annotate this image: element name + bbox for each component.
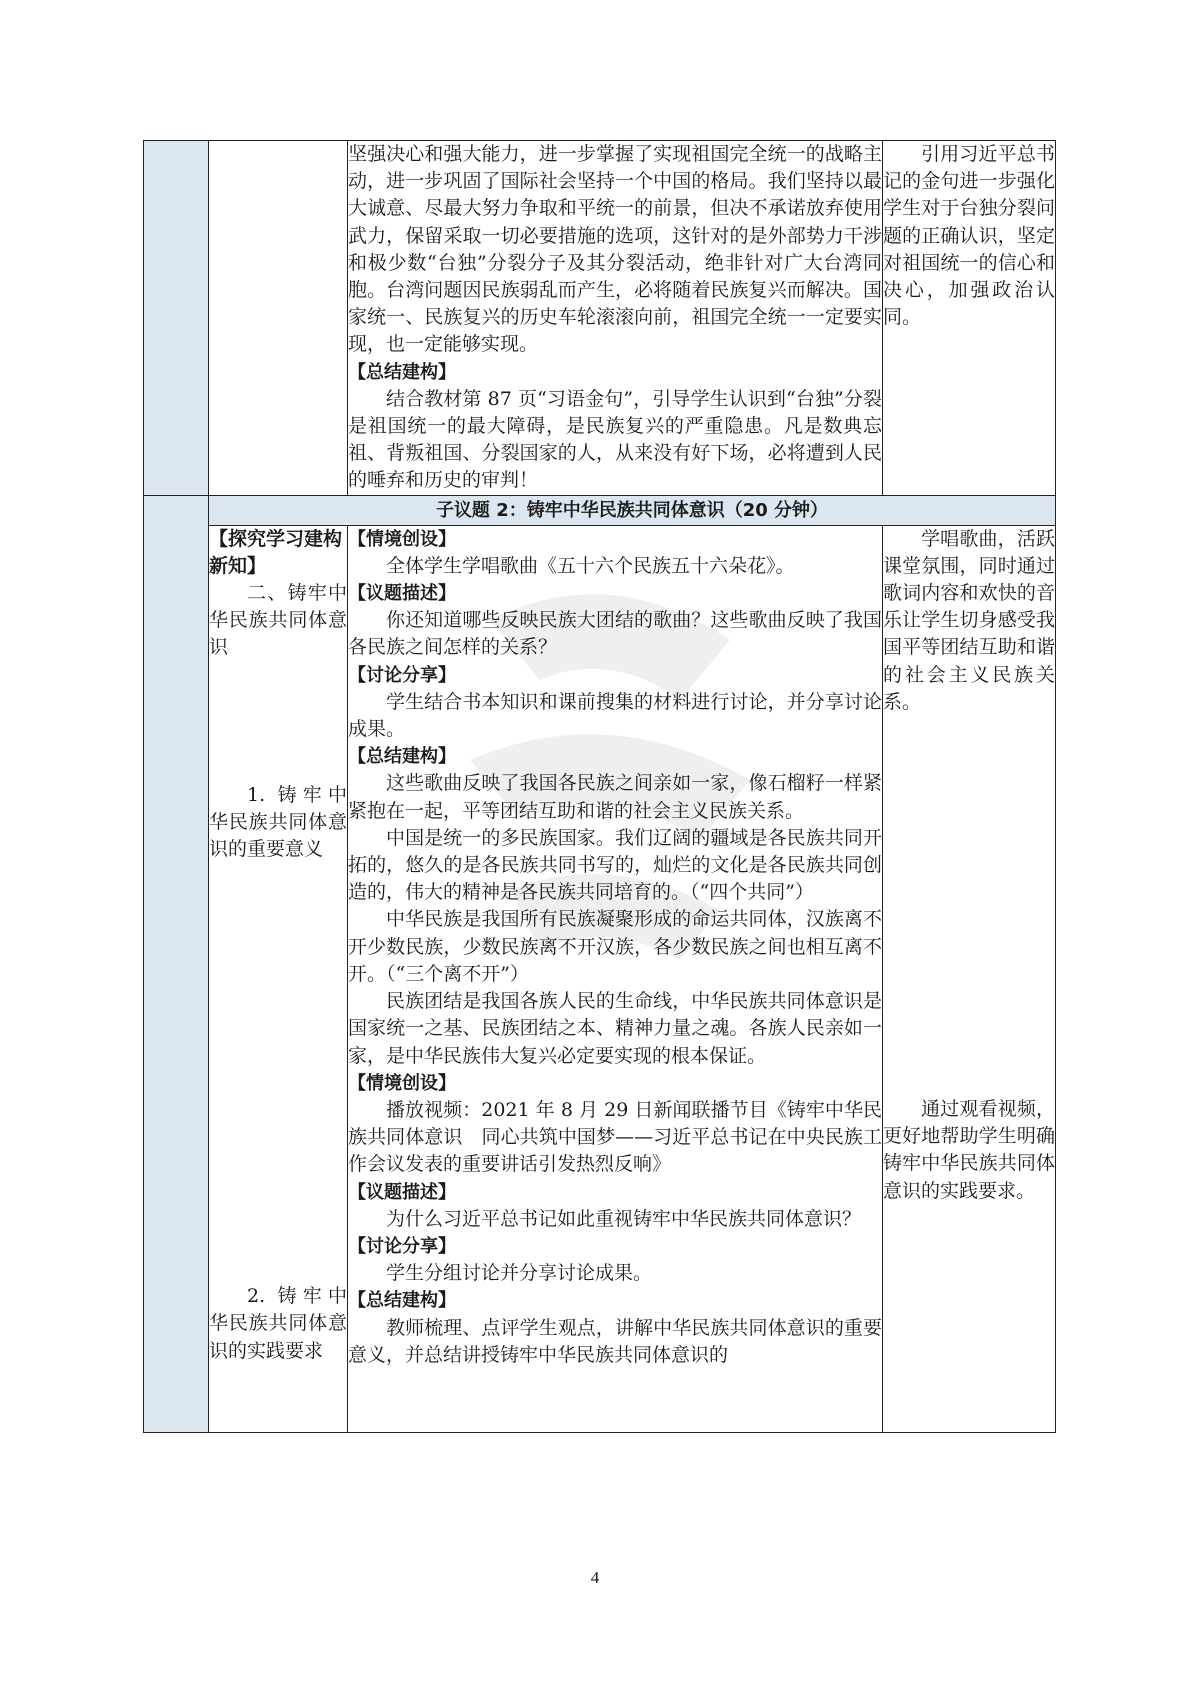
activity-cell [348,525,883,1432]
section-heading: 【总结建构】 [348,361,456,383]
paragraph: 教师梳理、点评学生观点，讲解中华民族共同体意识的重要意义，并总结讲授铸牢中华民族共同体意识的 [348,1316,882,1366]
table-row [144,141,1056,496]
design-intent-cell [883,141,1056,496]
paragraph: 坚强决心和强大能力，进一步掌握了实现祖国完全统一的战略主动，进一步巩固了国际社会坚持一个中国的格局。我们坚持以最大诚意、尽最大努力争取和平统一的前景，但决不承诺放弃使用武力，保留采取一切必要措施的选项，这针对的是外部势力干涉和极少数“台独”分裂分子及其分裂活动，绝非针对广大台湾同胞。台湾问题因民族弱乱而产生，必将随着民族复兴而解决。国家统一、民族复兴的历史车轮滚滚向前，祖国完全统一一定要实现，也一定能够实现。 [348,143,882,356]
lesson-plan-table [143,140,1056,1433]
section-heading: 【总结建构】 [348,1290,456,1312]
table-row [144,495,1056,525]
content-outline-cell [209,525,348,1432]
stage-cell [144,141,209,496]
point-1: 1. 铸牢中华民族共同体意识的重要意义 [209,783,347,861]
paragraph: 播放视频：2021 年 8 月 29 日新闻联播节目《铸牢中华民族共同体意识 同心共筑中国梦——习近平总书记在中央民族工作会议发表的重要讲话引发热烈反响》 [348,1098,882,1176]
paragraph: 中国是统一的多民族国家。我们辽阔的疆域是各民族共同开拓的，悠久的是各民族共同书写的，灿烂的文化是各民族共同创造的，伟大的精神是各民族共同培育的。（“四个共同”） [348,826,882,904]
section-heading: 【总结建构】 [348,746,456,768]
paragraph: 学生结合书本知识和课前搜集的材料进行讨论，并分享讨论成果。 [348,690,882,741]
paragraph: 民族团结是我国各族人民的生命线，中华民族共同体意识是国家统一之基、民族团结之本、精神力量之魂。各族人民亲如一家，是中华民族伟大复兴必定要实现的根本保证。 [348,990,882,1067]
design-intent-text: 学唱歌曲，活跃课堂氛围，同时通过歌词内容和欢快的音乐让学生切身感受我国平等团结互助和谐的社会主义民族关系。 [883,527,1055,713]
page-number: 4 [590,1568,600,1587]
stage-cell [144,495,209,1432]
table-row [144,525,1056,1432]
section-heading: 【讨论分享】 [348,1235,456,1257]
paragraph: 中华民族是我国所有民族凝聚形成的命运共同体，汉族离不开少数民族，少数民族离不开汉族，各少数民族之间也相互离不开。（“三个离不开”） [348,908,882,985]
section-heading: 【情境创设】 [348,528,456,550]
section-heading: 【议题描述】 [348,1181,456,1203]
design-intent-text: 引用习近平总书记的金句进一步强化学生对于台独分裂问题的正确认识，坚定对祖国统一的信心和决心，加强政治认同。 [883,143,1055,329]
point-2: 2. 铸牢中华民族共同体意识的实践要求 [209,1285,347,1362]
design-intent-cell [883,525,1056,1432]
content-outline-cell [209,141,348,496]
paragraph: 为什么习近平总书记如此重视铸牢中华民族共同体意识？ [386,1207,862,1230]
paragraph: 这些歌曲反映了我国各民族之间亲如一家，像石榴籽一样紧紧抱在一起，平等团结互助和谐的社会主义民族关系。 [348,772,882,822]
activity-cell [348,141,883,496]
paragraph: 全体学生学唱歌曲《五十六个民族五十六朵花》。 [386,554,795,577]
paragraph: 结合教材第 87 页“习语金句”，引导学生认识到“台独”分裂是祖国统一的最大障碍，是民族复兴的严重隐患。凡是数典忘祖、背叛祖国、分裂国家的人，从来没有好下场，必将遭到人民的唾弃和历史的审判！ [348,387,882,492]
subtopic-title: 子议题 2：铸牢中华民族共同体意识（20 分钟） [209,495,1056,525]
section-heading: 【议题描述】 [348,583,456,605]
section-heading: 【情境创设】 [348,1072,456,1094]
paragraph: 学生分组讨论并分享讨论成果。 [386,1262,653,1285]
section-title: 二、铸牢中华民族共同体意识 [209,582,347,659]
section-label: 【探究学习建构新知】 [209,527,343,577]
section-heading: 【讨论分享】 [348,664,456,686]
design-intent-text: 通过观看视频，更好地帮助学生明确铸牢中华民族共同体意识的实践要求。 [883,1098,1055,1202]
paragraph: 你还知道哪些反映民族大团结的歌曲？这些歌曲反映了我国各民族之间怎样的关系？ [348,609,882,659]
